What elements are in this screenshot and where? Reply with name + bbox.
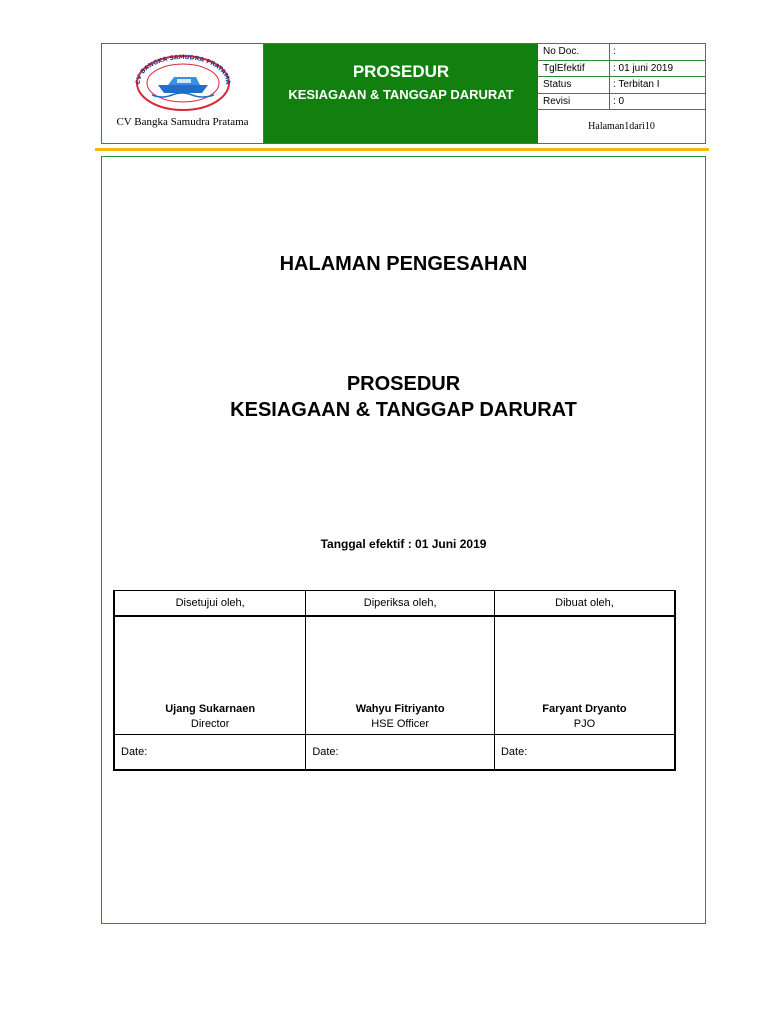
document-header bbox=[101, 43, 706, 144]
prepared-by-heading: Dibuat oleh, bbox=[494, 591, 675, 617]
meta-label: No Doc. bbox=[538, 44, 610, 60]
company-name: CV Bangka Samudra Pratama bbox=[116, 116, 249, 128]
meta-label: TglEfektif bbox=[538, 61, 610, 77]
effective-date: Tanggal efektif : 01 Juni 2019 bbox=[320, 537, 487, 551]
signer-name: Ujang Sukarnaen bbox=[165, 703, 256, 715]
date-label: Date: bbox=[114, 735, 306, 771]
document-title-line-2: KESIAGAAN & TANGGAP DARURAT bbox=[230, 399, 577, 421]
meta-label: Revisi bbox=[538, 94, 610, 110]
logo-cell bbox=[102, 44, 264, 143]
meta-value: : bbox=[613, 46, 616, 57]
approved-by-heading: Disetujui oleh, bbox=[114, 591, 306, 617]
meta-row-revision bbox=[538, 94, 705, 111]
page-body bbox=[101, 156, 706, 924]
meta-value: : Terbitan I bbox=[613, 79, 660, 90]
signature-header-row bbox=[114, 591, 675, 617]
signer-role: HSE Officer bbox=[371, 718, 430, 730]
signature-date-row bbox=[114, 735, 675, 771]
signature-row bbox=[114, 616, 675, 735]
svg-text:CV BANGKA SAMUDRA PRATAMA: CV BANGKA SAMUDRA PRATAMA bbox=[134, 53, 232, 85]
meta-label: Status bbox=[538, 77, 610, 93]
page-number: Halaman1dari10 bbox=[588, 121, 655, 132]
meta-value: : 0 bbox=[613, 95, 625, 107]
company-logo bbox=[122, 49, 244, 113]
title-cell bbox=[264, 44, 538, 143]
signer-name: Faryant Dryanto bbox=[542, 703, 627, 715]
page-title: HALAMAN PENGESAHAN bbox=[279, 253, 528, 275]
header-subtitle: KESIAGAAN & TANGGAP DARURAT bbox=[288, 87, 514, 102]
preparer-signature-cell bbox=[494, 616, 675, 735]
signature-table bbox=[113, 590, 676, 771]
meta-value: : 01 juni 2019 bbox=[613, 62, 674, 74]
header-divider bbox=[95, 148, 709, 151]
signer-role: Director bbox=[190, 718, 230, 730]
signer-role: PJO bbox=[573, 718, 596, 730]
header-title: PROSEDUR bbox=[352, 62, 450, 81]
approver-signature-cell bbox=[114, 616, 306, 735]
document-title-line-1: PROSEDUR bbox=[346, 373, 461, 395]
signer-name: Wahyu Fitriyanto bbox=[355, 703, 445, 715]
meta-row-effective-date bbox=[538, 61, 705, 78]
doc-meta-table bbox=[538, 44, 705, 143]
date-label: Date: bbox=[494, 735, 675, 771]
checker-signature-cell bbox=[306, 616, 495, 735]
date-label: Date: bbox=[306, 735, 495, 771]
document-title bbox=[102, 371, 705, 423]
meta-row-status bbox=[538, 77, 705, 94]
meta-row-no-doc bbox=[538, 44, 705, 61]
checked-by-heading: Diperiksa oleh, bbox=[306, 591, 495, 617]
